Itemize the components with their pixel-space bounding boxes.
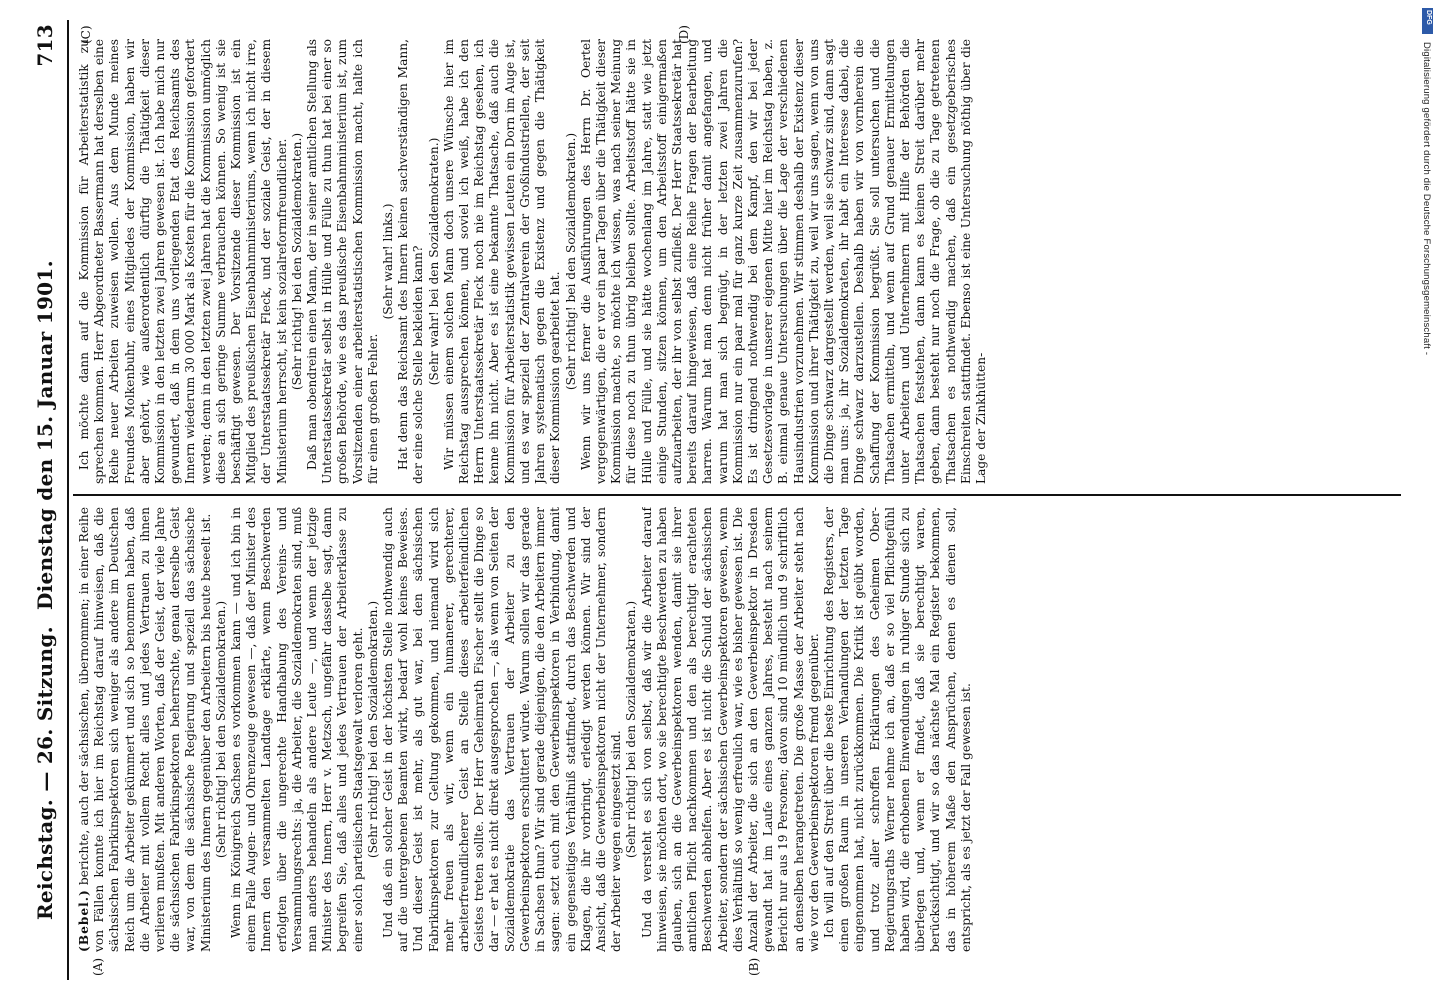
paragraph: Daß man obendrein einen Mann, der in seiner amtlichen Stellung als Unterstaatssekretär selbst in Hülle und Fülle zu thun hat bei einer so großen Behörde, wie es das preußische Eisenbahnministerium ist, zum Vorsitzenden einer arbeiterstatistischen Kommission macht, halte ich für einen großen Fehler. (305, 39, 380, 484)
paragraph: Und daß ein solcher Geist in der höchsten Stelle nothwendig auch auf die untergebenen Beamten wirkt, bedarf wohl keines Beweises. Und dieser Geist ist mehr, als gut war, bei den sächsischen Fabrikinspektoren zur Geltung gekommen, und niemand wird sich mehr freuen als wir, wenn ein humanerer, gerechterer, arbeiterfreundlicherer Geist an Stelle dieses arbeiterfeindlichen Geistes treten sollte. Der Herr Geheimrath Fischer stellt die Dinge so dar — er hat es nicht direkt ausgesprochen —, als wenn von Seiten der Sozialdemokratie das Vertrauen der Arbeiter zu den Gewerbeinspektoren erschüttert würde. Warum sollen wir das gerade in Sachsen thun? Wir sind gerade diejenigen, die den Arbeitern immer sagen: setzt euch mit den Gewerbeinspektoren in Verbindung, damit ein gegenseitiges Verhältniß stattfindet, durch das Beschwerden und Klagen, die ihr vorbringt, erledigt werden können. Wir sind der Ansicht, daß die Gewerbeinspektoren nicht der Unternehmer, sondern der Arbeiter wegen eingesetzt sind. (381, 507, 624, 952)
paragraph: Ich möchte dann auf die Kommission für Arbeiterstatistik zu sprechen kommen. Herr Abgeordneter Bassermann hat derselben eine Reihe neuer Arbeiten zuweisen wollen. Aus dem Munde meines Freundes Molkenbuhr, eines Mitgliedes der Kommission, haben wir aber gehört, wie außerordentlich dürftig die Thätigkeit dieser Kommission in den letzten zwei Jahren gewesen ist. Ich habe mich nur gewundert, daß in dem uns vorliegenden Etat des Reichsamts des Innern wiederum 30 000 Mark als Kosten für die Kommission gefordert werden; denn in den letzten zwei Jahren hat die Kommission unmöglich diese an sich geringe Summe verbrauchen können. So wenig ist sie beschäftigt gewesen. Der Vorsitzende dieser Kommission ist ein Mitglied des preußischen Eisenbahnministeriums, wenn ich nicht irre, der Unterstaatssekretär Fleck, und der soziale Geist, der in diesem Ministerium herrscht, ist kein sozialreformfreundlicher. (77, 39, 289, 484)
interjection: (Sehr richtig! bei den Sozialdemokraten.) (289, 132, 304, 391)
paragraph: Und da versteht es sich von selbst, daß wir die Arbeiter darauf hinweisen, sie möchten dort, wo sie berechtigte Beschwerden zu haben glauben, sich an die Gewerbeinspektoren wenden, damit sie ihrer amtlichen Pflicht nachkommen und den als berechtigt erachteten Beschwerden abhelfen. Aber es ist nicht die Schuld der sächsischen Arbeiter, sondern der sächsischen Gewerbeinspektoren gewesen, wenn dies Verhältniß so wenig erfreulich war, wie es bisher gewesen ist. Die Anzahl der Arbeiter, die sich an den Gewerbeinspektor in Dresden gewandt hat im Laufe eines ganzen Jahres, besteht nach seinem Bericht nur aus 19 Personen; davon sind 10 mündlich und 9 schriftlich an denselben herangetreten. Die große Masse der Arbeiter steht nach wie vor den Gewerbeinspektoren fremd gegenüber. (639, 507, 821, 952)
digitization-note-text: Digitalisierung gefördert durch die Deutsche Forschungsgemeinschaft - (1421, 42, 1432, 356)
page-number: 713 (33, 24, 57, 67)
interjection: (Sehr richtig! bei den Sozialdemokraten.) (563, 132, 578, 391)
paragraph: Ich will auf den Streit über die beste Einrichtung des Registers, der einen großen Raum in unseren Verhandlungen der letzten Tage eingenommen hat, nicht zurückkommen. Die Kritik ist geübt worden, und trotz aller schroffen Erklärungen des Geheimen Ober-Regierungsraths Werner nehme ich an, daß er so viel Pflichtgefühl haben wird, die erhobenen Einwendungen in ruhiger Stunde sich zu überlegen und, wenn er findet, daß sie berechtigt waren, berücksichtigt, und wir so das nächste Mal ein Register bekommen, das in höherem Maße den Ansprüchen, denen es dienen soll, entspricht, als es jetzt der Fall gewesen ist. (821, 507, 973, 952)
interjection: (Sehr richtig! bei den Sozialdemokraten.) (624, 600, 639, 859)
left-column (77, 507, 1397, 952)
paragraph: Wir müssen einem solchen Mann doch unsere Wünsche hier im Reichstag aussprechen können, und soviel ich weiß, habe ich den Herrn Unterstaatssekretär Fleck noch nie im Reichstag gesehen, ich kenne ihn nicht. Aber es ist eine bekannte Thatsache, daß auch die Kommission für Arbeiterstatistik gewissen Leuten ein Dorn im Auge ist, und es war speziell der Zentralverein der Großindustriellen, der seit Jahren systematisch gegen die Existenz und gegen die Thätigkeit dieser Kommission gearbeitet hat. (441, 39, 563, 484)
margin-marker-d: (D) (677, 25, 691, 44)
paragraph: Hat denn das Reichsamt des Innern keinen sachverständigen Mann, der eine solche Stelle bekleiden kann? (396, 39, 426, 484)
right-column (77, 39, 1397, 484)
rotated-page (27, 20, 1407, 980)
running-header (27, 20, 67, 980)
paragraph: Wenn im Königreich Sachsen es vorkommen kann — und ich bin in einem Falle Augen- und Ohrenzeuge gewesen —, daß der Minister des Innern den versammelten Landtage erklärte, wenn Beschwerden erfolgten über die ungerechte Handhabung des Vereins- und Versammlungsrechts: ja, die Arbeiter, die Sozialdemokraten sind, muß man anders behandeln als andere Leute —, und wenn der jetzige Minister des Innern, Herr v. Metzsch, ungefähr dasselbe sagt, dann begreifen Sie, daß alles und jedes Vertrauen der Arbeiterklasse zu einer solch parteiischen Staatsgewalt verloren geht. (229, 507, 365, 952)
interjection: (Sehr richtig! bei den Sozialdemokraten.) (365, 600, 380, 859)
column-divider (73, 494, 1401, 496)
interjection: (Sehr wahr! bei den Sozialdemokraten.) (426, 137, 441, 386)
header-center: Dienstag den 15. Januar 1901. (33, 260, 57, 610)
paragraph-text: berichte, auch der sächsischen, übernommen; in einer Reihe von Fällen konnte ich hier im Reichstag darauf hinweisen, daß die sächsischen Fabrikinspektoren sich weniger als andere im Deutschen Reich um die Arbeiter gekümmert und sich so benommen haben, daß die Arbeiter mit vollem Recht alles und jedes Vertrauen zu ihnen verlieren mußten. Mit anderen Worten, daß der Geist, der viele Jahre die sächsischen Fabrikinspektoren beherrschte, genau derselbe Geist war, von dem die sächsische Regierung und speziell das sächsische Ministerium des Innern gegenüber den Arbeitern bis heute beseelt ist. (77, 507, 213, 952)
margin-marker-a: (A) (91, 957, 105, 976)
paragraph: Wenn wir uns ferner die Ausführungen des Herrn Dr. Oertel vergegenwärtigen, die er vor ein paar Tagen über die Thätigkeit dieser Kommission machte, so möchte ich wissen, was nach seiner Meinung für diese noch zu thun übrig bleiben sollte. Arbeitsstoff hätte sie in Hülle und Fülle, und sie hätte wochenlang im Jahre, statt wie jetzt einige Stunden, sitzen können, um den Arbeitsstoff einigermaßen aufzuarbeiten, der ihr von selbst zufließt. Der Herr Staatssekretär hat bereits darauf hingewiesen, daß eine Reihe Fragen der Bearbeitung harren. Warum hat man denn nicht früher damit angefangen, und warum hat man sich begnügt, in der letzten zwei Jahren die Kommission nur ein paar mal für ganz kurze Zeit zusammenzurufen? Es ist dringend nothwendig bei dem Kampf, den wir bei jeder Gesetzesvorlage in unserer eigenen Mitte hier im Reichstag haben, z. B. einmal genaue Untersuchungen über die Lage der verschiedenen Hausindustrien vorzunehmen. Wir stimmen deshalb der Existenz dieser Kommission und ihrer Thätigkeit zu, weil wir uns sagen, wenn von uns die Dinge schwarz dargestellt werden, weil sie schwarz sind, dann sagt man uns: ja, ihr Sozialdemokraten, ihr habt ein Interesse dabei, die Dinge schwarz darzustellen. Deshalb haben wir von vornherein die Schaffung der Kommission begrüßt. Sie soll untersuchen und die Thatsachen ermitteln, und wenn auf Grund genauer Ermittelungen unter Arbeitern und Unternehmern mit Hilfe der Behörden die Thatsachen feststehen, dann kann es keinen Streit darüber mehr geben, dann besteht nur noch die Frage, ob die zu Tage getretenen Thatsachen es nothwendig machen, daß ein gesetzgeberisches Einschreiten stattfindet. Ebenso ist eine Untersuchung nöthig über die Lage der Zinkhütten- (578, 39, 988, 484)
interjection: (Sehr wahr! links.) (381, 203, 396, 320)
header-left: Reichstag. — 26. Sitzung. (33, 626, 57, 920)
digitization-note (1422, 8, 1432, 992)
margin-marker-c: (C) (79, 25, 93, 44)
header-rule (67, 20, 69, 980)
dfg-logo-text: DFG (1425, 10, 1432, 25)
paragraph (77, 507, 214, 952)
interjection: (Sehr richtig! bei den Sozialdemokraten.) (213, 600, 228, 859)
speaker-name: (Bebel.) (77, 889, 91, 952)
margin-marker-b: (B) (747, 957, 761, 976)
